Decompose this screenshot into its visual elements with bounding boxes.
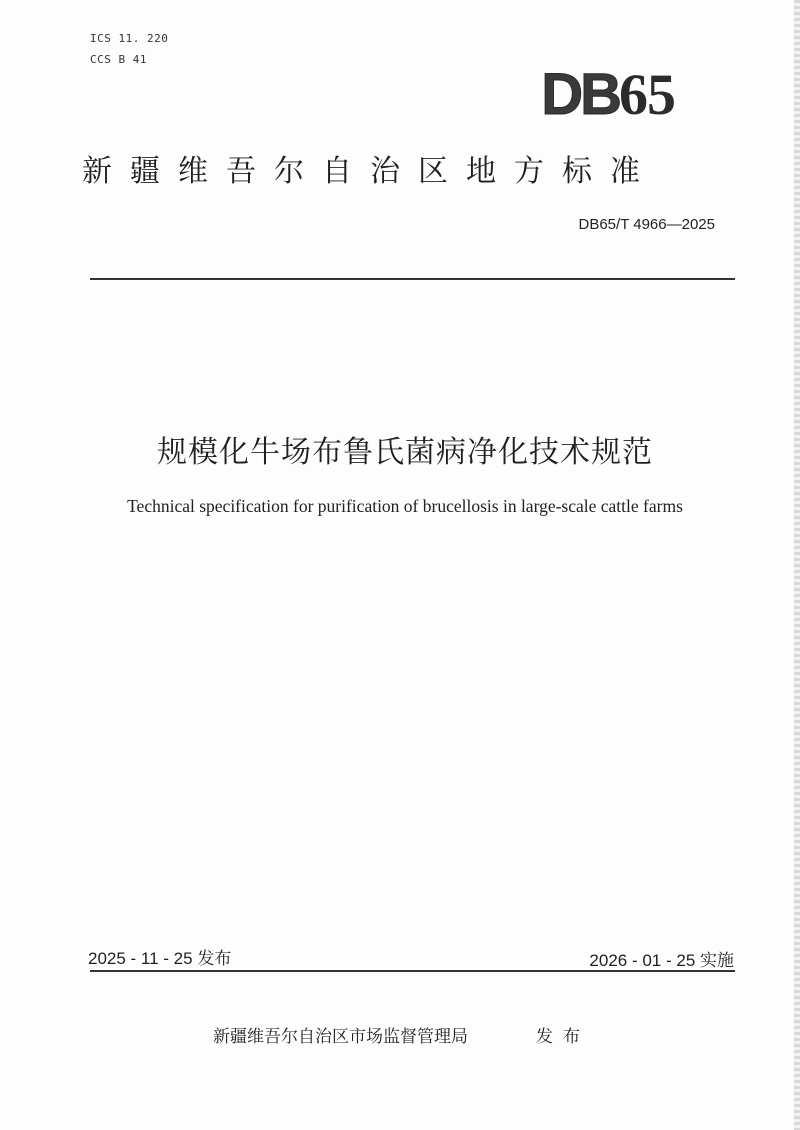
implementation-date: 2026 - 01 - 25 实施 [589,951,734,970]
standard-type-heading: 新疆维吾尔自治区地方标准 [82,154,658,189]
issue-date: 2025 - 11 - 25 发布 [88,949,232,968]
ics-code: ICS 11. 220 [90,32,169,45]
issuing-authority: 新疆维吾尔自治区市场监督管理局 [213,1027,468,1047]
ccs-code: CCS B 41 [90,53,147,66]
logo-number-text: 65 [619,62,675,127]
scan-edge-artifact [794,0,800,1130]
title-chinese: 规模化牛场布鲁氏菌病净化技术规范 [157,435,653,470]
issuing-action: 发布 [536,1027,590,1047]
top-divider [90,278,735,280]
bottom-divider [90,970,735,972]
logo-db-text: DB [541,62,619,127]
title-english: Technical specification for purification of brucellosis in large-scale cattle farms [127,496,683,516]
standard-number: DB65/T 4966—2025 [578,216,715,233]
db65-logo [541,62,675,127]
